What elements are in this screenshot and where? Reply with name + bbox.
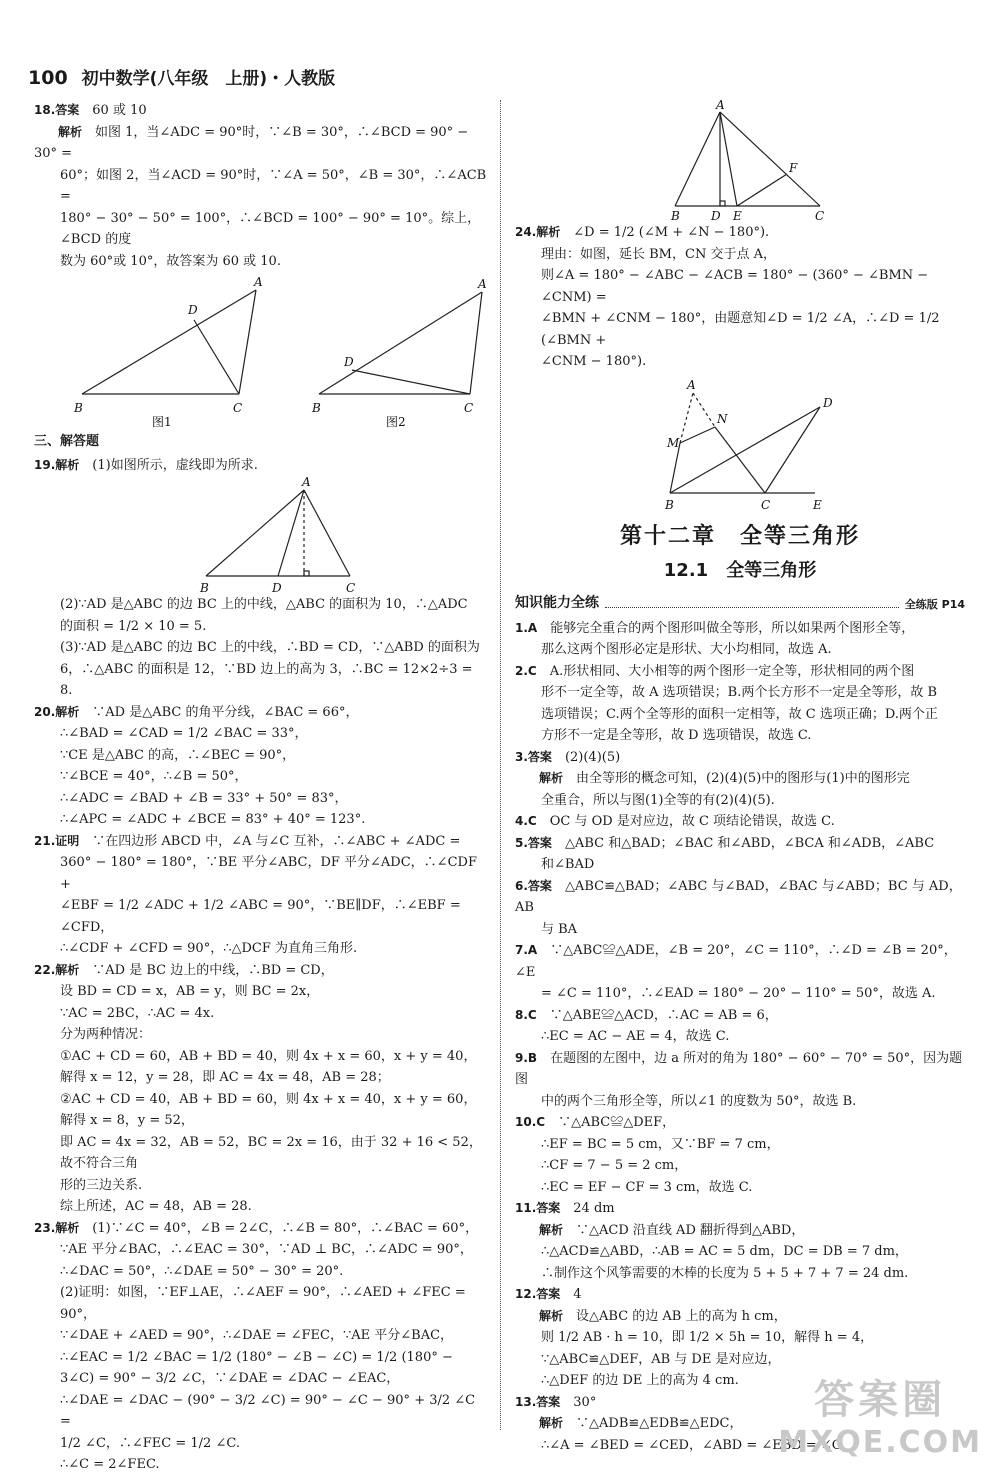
line-text: (1)如图所示，虚线即为所求. <box>92 457 258 473</box>
question-label: 7.A <box>515 943 538 957</box>
fig19-label-C: C <box>346 581 356 595</box>
line-text: (3)∵AD 是△ABC 的边 BC 上的中线，∴BD = CD，∵△ABD 的面积为 <box>60 640 480 655</box>
text-line <box>515 725 965 747</box>
line-text: △ABC 和△BAD；∠BAC 和∠ABD，∠BCA 和∠ADB，∠ABC <box>564 835 935 851</box>
text-line <box>34 723 489 745</box>
text-line <box>515 1155 965 1177</box>
line-text: ∠D = 1/2 (∠M + ∠N − 180°). <box>573 225 770 240</box>
line-text: ∵AD 是△ABC 的角平分线，∠BAC = 66°， <box>92 704 359 720</box>
line-text: ∵△ABE≌△ACD，∴AC = AB = 6， <box>549 1007 778 1023</box>
question-label: 8.C <box>515 1007 537 1022</box>
text-line <box>34 788 489 810</box>
text-line <box>515 790 965 812</box>
line-text: 3∠C) = 90° − 3/2 ∠C，∵∠DAE = ∠DAC − ∠EAC， <box>60 1371 400 1386</box>
line-text: ∵AD 是 BC 边上的中线，∴BD = CD， <box>92 962 334 978</box>
question-label: 12.答案 <box>515 1287 561 1301</box>
text-line <box>515 1091 965 1113</box>
line-text: 的面积 = 1/2 × 10 = 5. <box>60 618 207 634</box>
text-line <box>34 1368 489 1390</box>
page-number: 100 <box>28 67 68 89</box>
line-text: 分为两种情况： <box>60 1027 152 1042</box>
line-text: ∴△ACD≌△ABD，∴AB = AC = 5 dm，DC = DB = 7 dm， <box>541 1244 908 1259</box>
left-column <box>34 100 489 1476</box>
question-label: 10.C <box>515 1115 546 1129</box>
text-line <box>515 661 965 683</box>
text-line <box>34 637 489 659</box>
text-line <box>515 1112 965 1134</box>
figure-18 <box>34 272 487 429</box>
text-line <box>34 1347 489 1369</box>
line-text: ∠CNM − 180°). <box>541 354 647 369</box>
section-heading: 三、解答题 <box>34 434 100 449</box>
text-line <box>34 1390 489 1433</box>
exercise-band-title: 知识能力全练 <box>515 594 599 611</box>
line-text: ∵△ADB≌△EDB≌△EDC， <box>576 1416 743 1431</box>
fig18-1-caption: 图1 <box>152 415 172 429</box>
text-line <box>34 1003 489 1025</box>
line-text: ∵CE 是△ABC 的高，∴∠BEC = 90°， <box>60 747 296 763</box>
line-text: 理由：如图，延长 BM，CN 交于点 A， <box>541 246 776 262</box>
fig23-label-C: C <box>815 209 825 223</box>
fig18-2-label-D: D <box>344 355 354 369</box>
text-line <box>34 809 489 831</box>
line-text: ∴∠EAC = 1/2 ∠BAC = 1/2 (180° − ∠B − ∠C) = 1/2 (180° − <box>60 1349 453 1365</box>
line-text: 能够完全重合的两个图形叫做全等形，所以如果两个图形全等， <box>550 620 915 636</box>
line-text: 选项错误；C.两个全等形的面积一定相等，故 C 选项正确；D.两个正 <box>541 706 938 722</box>
text-line <box>34 455 489 477</box>
watermark-line1: 答案圈 <box>814 1377 947 1423</box>
question-label: 24.解析 <box>515 225 561 239</box>
fig24-label-E: E <box>813 497 822 512</box>
fig19-label-B: B <box>200 581 209 595</box>
fig19-label-A: A <box>302 475 311 489</box>
analysis-label: 解析 <box>539 1222 564 1237</box>
q1-13-block <box>515 618 965 1457</box>
line-text: ∵AE 平分∠BAC，∴∠EAC = 30°，∵AD ⊥ BC，∴∠ADC = 90°， <box>60 1242 473 1257</box>
text-line <box>515 1327 965 1349</box>
question-label: 18.答案 <box>34 103 80 117</box>
figure-24 <box>515 373 965 513</box>
line-text: 设 BD = CD = x，AB = y，则 BC = 2x， <box>60 984 320 999</box>
page-header <box>28 64 335 89</box>
fig18-1-label-B: B <box>74 401 83 415</box>
line-text: 解得 x = 12，y = 28，即 AC = 4x = 48，AB = 28； <box>60 1070 390 1085</box>
analysis-label: 解析 <box>58 124 83 139</box>
q19-23-block <box>34 594 489 1476</box>
text-line <box>34 1282 489 1325</box>
text-line <box>515 351 965 373</box>
q24-block <box>515 222 965 373</box>
text-line <box>34 852 489 895</box>
text-line <box>515 265 965 308</box>
line-text: ∴∠APC = ∠ADC + ∠BCE = 83° + 40° = 123°. <box>60 812 366 827</box>
line-text: 在题图的左图中，边 a 所对的角为 180° − 60° − 70° = 50°，因为题图 <box>515 1050 963 1087</box>
section-answers-heading <box>34 431 489 476</box>
fig18-1-label-D: D <box>188 303 198 317</box>
text-line <box>34 745 489 767</box>
text-line <box>34 1454 489 1476</box>
line-text: ∴∠C = 2∠FEC. <box>60 1457 160 1472</box>
fig24-label-C: C <box>761 497 771 512</box>
fig18-2-caption: 图2 <box>386 415 406 429</box>
text-line <box>34 1067 489 1089</box>
text-line <box>34 100 489 122</box>
line-text: 中的两个三角形全等，所以∠1 的度数为 50°，故选 B. <box>541 1093 857 1109</box>
line-text: 360° − 180° = 180°，∵BE 平分∠ABC，DF 平分∠ADC，∴∠CDF + <box>60 855 477 892</box>
fig23-label-D: D <box>711 209 721 223</box>
line-text: ∵∠DAE + ∠AED = 90°，∴∠DAE = ∠FEC，∵AE 平分∠BAC， <box>60 1328 454 1343</box>
text-line <box>515 1306 965 1328</box>
line-text: A.形状相同、大小相等的两个图形一定全等，形状相同的两个图 <box>549 663 915 679</box>
text-line <box>515 876 965 919</box>
text-line <box>34 1175 489 1197</box>
line-text: 全重合，所以与图(1)全等的有(2)(4)(5). <box>541 792 775 808</box>
text-line <box>515 1241 965 1263</box>
watermark-line2: MXQE.COM <box>778 1425 982 1460</box>
line-text: 那么这两个图形必定是形状、大小均相同，故选 A. <box>541 642 832 657</box>
line-text: ∴∠DAE = ∠DAC − (90° − 3/2 ∠C) = 90° − ∠C − 90° + 3/2 ∠C = <box>60 1392 476 1429</box>
analysis-label: 解析 <box>539 1308 564 1323</box>
line-text: 则 1/2 AB · h = 10，即 1/2 × 5h = 10，解得 h = 4， <box>541 1330 874 1345</box>
question-label: 2.C <box>515 663 537 678</box>
line-text: 60 或 10 <box>92 103 147 118</box>
line-text: 形的三边关系. <box>60 1177 143 1193</box>
text-line <box>34 766 489 788</box>
line-text: 形不一定全等，故 A 选项错误；B.两个长方形不一定是全等形，故 B <box>541 685 938 700</box>
analysis-label: 解析 <box>539 771 564 785</box>
line-text: 30° <box>573 1394 597 1410</box>
line-text: (2)∵AD 是△ABC 的边 BC 上的中线，△ABC 的面积为 10，∴△ADC <box>60 597 468 612</box>
q18-block <box>34 100 489 272</box>
question-label: 3.答案 <box>515 749 552 764</box>
line-text: OC 与 OD 是对应边，故 C 项结论错误，故选 C. <box>549 814 835 829</box>
line-text: ②AC + CD = 40，AB + BD = 60，则 4x + x = 40，x + y = 60，解得 x = 8，y = 52， <box>60 1091 477 1128</box>
question-label: 11.答案 <box>515 1201 561 1215</box>
line-text: 与 BA <box>541 921 578 937</box>
line-text: = ∠C = 110°，∴∠EAD = 180° − 20° − 110° = 50°，故选 A. <box>541 986 936 1001</box>
line-text: ∠EBF = 1/2 ∠ADC + 1/2 ∠ABC = 90°，∵BE∥DF，∴∠EBF = ∠CFD， <box>60 898 461 935</box>
fig23-label-B: B <box>671 209 680 223</box>
text-line <box>34 1261 489 1283</box>
text-line <box>515 747 965 769</box>
line-text: 4 <box>573 1287 582 1302</box>
fig19-label-D: D <box>272 581 282 595</box>
text-line <box>34 1239 489 1261</box>
fig23-label-A: A <box>716 98 725 112</box>
text-line <box>515 639 965 661</box>
line-text: ∵△ABC≌△DEF，AB 与 DE 是对应边， <box>541 1351 781 1367</box>
line-text: ∴∠ADC = ∠BAD + ∠B = 33° + 50° = 83°， <box>60 790 348 806</box>
figure-18-1 <box>82 290 256 394</box>
line-text: (2)(4)(5) <box>564 749 621 765</box>
line-text: ∴CF = 7 − 5 = 2 cm， <box>541 1158 688 1173</box>
line-text: ①AC + CD = 60，AB + BD = 40，则 4x + x = 60，x + y = 40， <box>60 1048 477 1064</box>
fig24-label-D: D <box>823 395 833 410</box>
line-text: 则∠A = 180° − ∠ABC − ∠ACB = 180° − (360° − ∠BMN − ∠CNM) = <box>541 268 929 305</box>
text-line <box>515 1005 965 1027</box>
figure-18-2 <box>319 292 482 394</box>
chapter-title: 第十二章 全等三角形 <box>619 523 860 549</box>
line-text: 6，∴△ABC 的面积是 12，∵BD 边上的高为 3，∴BC = 12×2÷3 = 8. <box>60 661 473 698</box>
text-line <box>515 833 965 855</box>
line-text: ∵AC = 2BC，∴AC = 4x. <box>60 1005 215 1021</box>
fig23-label-F: F <box>789 161 798 175</box>
fig24-label-B: B <box>665 497 674 512</box>
text-line <box>34 702 489 724</box>
text-line <box>34 122 489 165</box>
question-label: 6.答案 <box>515 878 552 893</box>
text-line <box>34 1218 489 1240</box>
text-line <box>515 682 965 704</box>
text-line <box>34 831 489 853</box>
text-line <box>515 308 965 351</box>
fig18-2-label-A: A <box>478 277 487 291</box>
line-text: ∴∠BAD = ∠CAD = 1/2 ∠BAC = 33°， <box>60 726 308 741</box>
text-line <box>515 811 965 833</box>
text-line <box>34 1046 489 1068</box>
text-line <box>34 1089 489 1132</box>
line-text: 综上所述，AC = 48，AB = 28. <box>60 1199 252 1214</box>
line-text: ∵△ABC≌△ADE，∠B = 20°，∠C = 110°，∴∠D = ∠B = 20°，∠E <box>515 943 957 980</box>
line-text: ∴△DEF 的边 DE 上的高为 4 cm. <box>541 1373 739 1388</box>
text-line <box>515 1026 965 1048</box>
text-line <box>34 1433 489 1455</box>
text-line <box>34 659 489 702</box>
line-text: 180° − 30° − 50° = 100°，∴∠BCD = 100° − 90° = 10°。综上，∠BCD 的度 <box>60 210 481 247</box>
figure-23 <box>515 100 965 222</box>
line-text: ∴∠DAC = 50°，∴∠DAE = 50° − 30° = 20°. <box>60 1263 344 1279</box>
text-line <box>34 1196 489 1218</box>
question-label: 23.解析 <box>34 1220 80 1235</box>
line-text: 24 dm <box>573 1201 615 1216</box>
exercise-band-dots <box>605 607 899 608</box>
text-line <box>34 981 489 1003</box>
line-text: 由全等形的概念可知，(2)(4)(5)中的图形与(1)中的图形完 <box>576 771 910 786</box>
text-line <box>515 1198 965 1220</box>
line-text: ∠BMN + ∠CNM − 180°，由题意知∠D = 1/2 ∠A，∴∠D = 1/2 (∠BMN + <box>541 311 940 348</box>
line-text: 和∠BAD <box>541 857 595 872</box>
line-text: 1/2 ∠C，∴∠FEC = 1/2 ∠C. <box>60 1435 240 1451</box>
question-label: 22.解析 <box>34 962 80 977</box>
line-text: ∴制作这个风筝需要的木棒的长度为 5 + 5 + 7 + 7 = 24 dm. <box>541 1265 909 1281</box>
question-label: 4.C <box>515 814 537 828</box>
fig24-label-A: A <box>687 377 696 392</box>
line-text: 设△ABC 的边 AB 上的高为 h cm， <box>576 1308 787 1324</box>
text-line <box>34 960 489 982</box>
text-line <box>515 1134 965 1156</box>
book-title: 初中数学(八年级 上册)・人教版 <box>81 69 336 89</box>
fig18-1-label-A: A <box>254 275 263 289</box>
line-text: ∵△ABC≌△DEF， <box>558 1115 676 1130</box>
line-text: 方形不一定是全等形，故 D 选项错误，故选 C. <box>541 728 812 743</box>
text-line <box>515 1048 965 1091</box>
fig23-label-E: E <box>733 209 742 223</box>
question-label: 1.A <box>515 620 538 635</box>
fig18-2-label-C: C <box>464 401 474 415</box>
text-line <box>515 1177 965 1199</box>
exercise-band <box>515 592 965 612</box>
question-label: 13.答案 <box>515 1394 561 1409</box>
analysis-label: 解析 <box>539 1416 564 1430</box>
line-text: ∴EC = AC − AE = 4，故选 C. <box>541 1029 730 1044</box>
text-line <box>34 938 489 960</box>
line-text: ∴EF = BC = 5 cm，又∵BF = 7 cm， <box>541 1136 780 1152</box>
text-line <box>515 919 965 941</box>
text-line <box>515 1284 965 1306</box>
exercise-band-ref: 全练版 P14 <box>904 597 965 611</box>
text-line <box>34 895 489 938</box>
fig24-label-N: N <box>717 411 728 426</box>
text-line <box>34 251 489 273</box>
text-line <box>34 616 489 638</box>
line-text: ∵∠BCE = 40°，∴∠B = 50°， <box>60 769 248 784</box>
line-text: ∵△ACD 沿直线 AD 翻折得到△ABD， <box>576 1222 805 1238</box>
line-text: (1)∵∠C = 40°，∠B = 2∠C，∴∠B = 80°，∴∠BAC = 60°， <box>92 1220 479 1236</box>
question-label: 5.答案 <box>515 835 552 850</box>
text-line <box>515 768 965 790</box>
line-text: (2)证明：如图，∵EF⊥AE，∴∠AEF = 90°，∴∠AED + ∠FEC = 90°， <box>60 1285 466 1322</box>
line-text: 如图 1，当∠ADC = 90°时，∵∠B = 30°，∴∠BCD = 90° − 30° = <box>34 124 469 161</box>
text-line <box>515 940 965 983</box>
line-text: △ABC≌△BAD；∠ABC 与∠BAD，∠BAC 与∠ABD；BC 与 AD，AB <box>515 878 962 915</box>
text-line <box>515 854 965 876</box>
line-text: 即 AC = 4x = 32，AB = 52，BC = 2x = 16，由于 32 + 16 < 52，故不符合三角 <box>60 1134 482 1171</box>
question-label: 20.解析 <box>34 704 80 719</box>
section-title: 12.1 全等三角形 <box>663 559 817 581</box>
text-line <box>515 704 965 726</box>
line-text: ∴∠CDF + ∠CFD = 90°，∴△DCF 为直角三角形. <box>60 941 358 956</box>
line-text: ∵在四边形 ABCD 中，∠A 与∠C 互补，∴∠ABC + ∠ADC = <box>92 833 461 849</box>
text-line <box>515 1263 965 1285</box>
fig18-1-label-C: C <box>233 401 243 415</box>
figure-19 <box>34 476 484 594</box>
column-divider <box>500 100 501 1430</box>
text-line <box>515 618 965 640</box>
question-label: 19.解析 <box>34 457 80 472</box>
question-label: 21.证明 <box>34 833 80 848</box>
line-text: 数为 60°或 10°，故答案为 60 或 10. <box>60 253 281 269</box>
text-line <box>515 983 965 1005</box>
text-line <box>515 1349 965 1371</box>
line-text: 60°；如图 2，当∠ACD = 90°时，∵∠A = 50°，∠B = 30°，∴∠ACB = <box>60 167 487 204</box>
fig24-label-M: M <box>667 435 680 450</box>
question-label: 9.B <box>515 1050 538 1065</box>
text-line <box>34 1325 489 1347</box>
text-line <box>34 1024 489 1046</box>
text-line <box>515 1220 965 1242</box>
line-text: ∴∠A = ∠BED = ∠CED，∠ABD = ∠EBD = ∠C， <box>541 1437 855 1453</box>
line-text: ∴EC = EF − CF = 3 cm，故选 C. <box>541 1179 753 1195</box>
text-line <box>34 165 489 208</box>
text-line <box>34 1132 489 1175</box>
text-line <box>515 222 965 244</box>
watermark-logo <box>778 1368 982 1460</box>
text-line <box>34 208 489 251</box>
fig18-2-label-B: B <box>312 401 321 415</box>
text-line <box>515 244 965 266</box>
right-column <box>515 100 965 1456</box>
text-line <box>34 594 489 616</box>
